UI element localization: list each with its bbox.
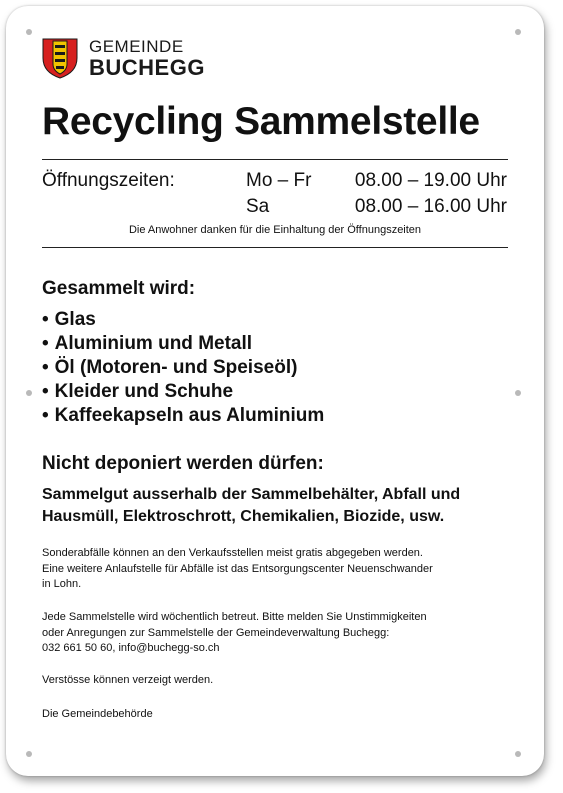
paragraph-line: 032 661 50 60, info@buchegg-so.ch: [42, 642, 220, 654]
opening-hours-note: Die Anwohner danken für die Einhaltung der Öffnungszeiten: [128, 224, 422, 236]
opening-hours-label: Öffnungszeiten:: [42, 170, 175, 191]
list-item-label: Öl (Motoren- und Speiseöl): [54, 357, 298, 378]
list-item: [42, 356, 324, 380]
paragraph-line: Sonderabfälle können an den Verkaufsstellen meist gratis abgegeben werden.: [42, 547, 423, 559]
list-item-label: Aluminium und Metall: [54, 333, 253, 354]
opening-hours-time: 08.00 – 19.00 Uhr: [354, 170, 507, 191]
screw-middle-left-icon: [26, 390, 32, 396]
paragraph-line: in Lohn.: [42, 578, 82, 590]
screw-top-left-icon: [26, 29, 32, 35]
logo-text: [89, 38, 205, 79]
special-waste-paragraph: [42, 546, 512, 593]
divider-top: [42, 159, 508, 160]
not-allowed-line: Sammelgut ausserhalb der Sammelbehälter, Abfall und: [42, 486, 461, 503]
not-allowed-heading: Nicht deponiert werden dürfen:: [42, 453, 324, 474]
bullet-icon: •: [42, 309, 49, 330]
list-item: [42, 332, 324, 356]
bullet-icon: •: [42, 333, 49, 354]
bullet-icon: •: [42, 405, 49, 426]
list-item: [42, 404, 324, 428]
not-allowed-line: Hausmüll, Elektroschrott, Chemikalien, Biozide, usw.: [42, 508, 445, 525]
divider-bottom: [42, 247, 508, 248]
paragraph-line: Jede Sammelstelle wird wöchentlich betreut. Bitte melden Sie Unstimmigkeiten: [42, 611, 427, 623]
list-item: [42, 308, 324, 332]
paragraph-line: Eine weitere Anlaufstelle für Abfälle ist das Entsorgungscenter Neuenschwander: [42, 562, 433, 575]
page-title: Recycling Sammelstelle: [42, 100, 480, 143]
screw-bottom-right-icon: [515, 751, 521, 757]
opening-hours-days: Mo – Fr: [246, 170, 312, 191]
municipality-logo: [42, 38, 205, 79]
bullet-icon: •: [42, 381, 49, 402]
collected-heading: Gesammelt wird:: [42, 278, 196, 299]
bullet-icon: •: [42, 357, 49, 378]
paragraph-line: oder Anregungen zur Sammelstelle der Gemeindeverwaltung Buchegg:: [42, 626, 390, 639]
opening-hours-time: 08.00 – 16.00 Uhr: [354, 196, 507, 217]
list-item-label: Kleider und Schuhe: [54, 381, 234, 402]
screw-bottom-left-icon: [26, 751, 32, 757]
coat-of-arms-icon: [42, 38, 78, 79]
list-item-label: Glas: [54, 309, 96, 330]
contact-paragraph: [42, 610, 512, 657]
screw-middle-right-icon: [515, 390, 521, 396]
opening-hours-days: Sa: [246, 196, 270, 217]
list-item: [42, 380, 324, 404]
signature: Die Gemeindebehörde: [42, 708, 153, 720]
screw-top-right-icon: [515, 29, 521, 35]
violations-paragraph: Verstösse können verzeigt werden.: [42, 674, 214, 686]
logo-line-buchegg: BUCHEGG: [89, 55, 205, 80]
not-allowed-text: [42, 484, 512, 528]
list-item-label: Kaffeekapseln aus Aluminium: [54, 405, 325, 426]
logo-line-gemeinde: GEMEINDE: [89, 37, 184, 56]
collected-list: [42, 308, 324, 428]
